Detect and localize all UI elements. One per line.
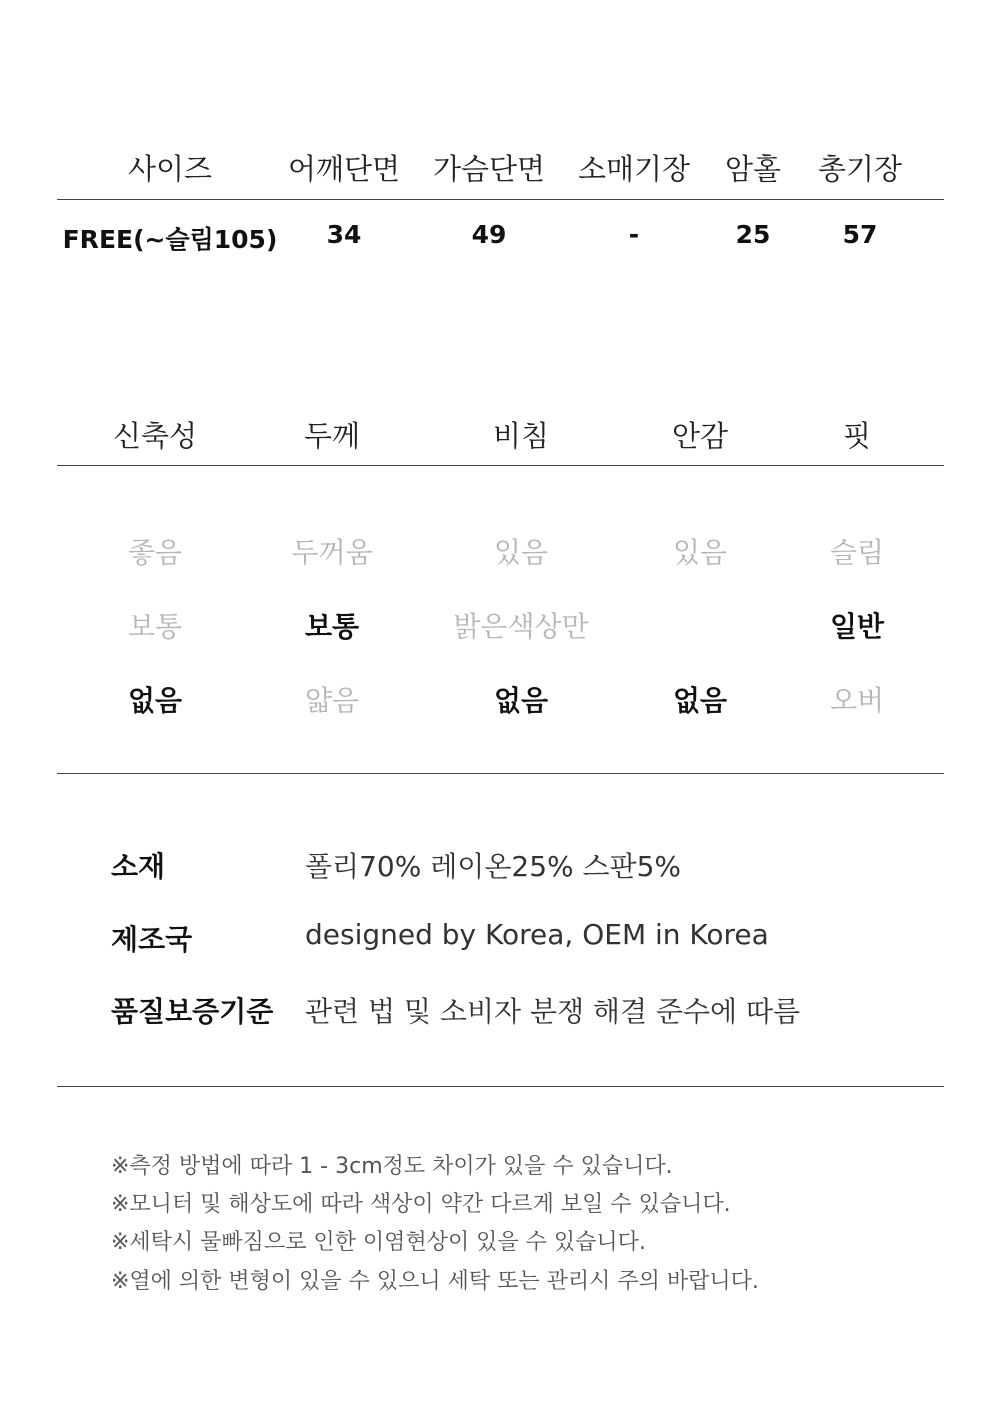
feature-option: 있음 <box>672 536 728 569</box>
feature-option: 두꺼움 <box>291 536 373 569</box>
size-header-shoulder: 어깨단면 <box>287 152 401 186</box>
feature-table-divider <box>57 465 944 466</box>
size-header-chest: 가슴단면 <box>432 152 546 186</box>
feature-header-thickness: 두께 <box>303 419 361 453</box>
feature-section-divider <box>57 773 944 774</box>
feature-option: 보통 <box>127 610 183 643</box>
size-value-name: FREE(~슬림105) <box>62 225 278 254</box>
quality-value: 관련 법 및 소비자 분쟁 해결 준수에 따름 <box>305 995 801 1028</box>
material-label: 소재 <box>111 850 166 883</box>
feature-option-selected: 일반 <box>829 610 885 643</box>
feature-option: 슬림 <box>829 536 885 569</box>
feature-option: 좋음 <box>127 536 183 569</box>
feature-header-sheerness: 비침 <box>492 419 550 453</box>
feature-header-fit: 핏 <box>842 419 872 453</box>
notice-item: ※세탁시 물빠짐으로 인한 이염현상이 있을 수 있습니다. <box>111 1230 646 1255</box>
feature-option: 밝은색상만 <box>453 610 589 643</box>
size-value-chest: 49 <box>471 220 507 249</box>
size-header-size: 사이즈 <box>127 152 213 186</box>
size-table-divider <box>57 199 944 200</box>
feature-option: 있음 <box>493 536 549 569</box>
feature-option-selected: 없음 <box>672 684 728 717</box>
size-header-length: 총기장 <box>817 152 903 186</box>
feature-option-selected: 없음 <box>493 684 549 717</box>
notice-item: ※측정 방법에 따라 1 - 3cm정도 차이가 있을 수 있습니다. <box>111 1154 673 1179</box>
feature-option-selected: 보통 <box>304 610 360 643</box>
size-value-sleeve: - <box>628 220 640 249</box>
size-value-length: 57 <box>842 220 878 249</box>
size-header-sleeve: 소매기장 <box>577 152 691 186</box>
notice-item: ※열에 의한 변형이 있을 수 있으니 세탁 또는 관리시 주의 바랍니다. <box>111 1269 759 1294</box>
origin-value: designed by Korea, OEM in Korea <box>305 918 769 951</box>
origin-label: 제조국 <box>111 923 193 956</box>
size-header-armhole: 암홀 <box>724 152 782 186</box>
feature-option: 얇음 <box>304 684 360 717</box>
size-value-shoulder: 34 <box>326 220 362 249</box>
feature-option-selected: 없음 <box>127 684 183 717</box>
feature-header-lining: 안감 <box>671 419 729 453</box>
material-value: 폴리70% 레이온25% 스판5% <box>305 850 682 883</box>
feature-option: 오버 <box>829 684 885 717</box>
feature-header-stretch: 신축성 <box>112 419 198 453</box>
notice-item: ※모니터 및 해상도에 따라 색상이 약간 다르게 보일 수 있습니다. <box>111 1192 731 1217</box>
info-section-divider <box>57 1086 944 1087</box>
quality-label: 품질보증기준 <box>111 995 274 1028</box>
size-value-armhole: 25 <box>735 220 771 249</box>
